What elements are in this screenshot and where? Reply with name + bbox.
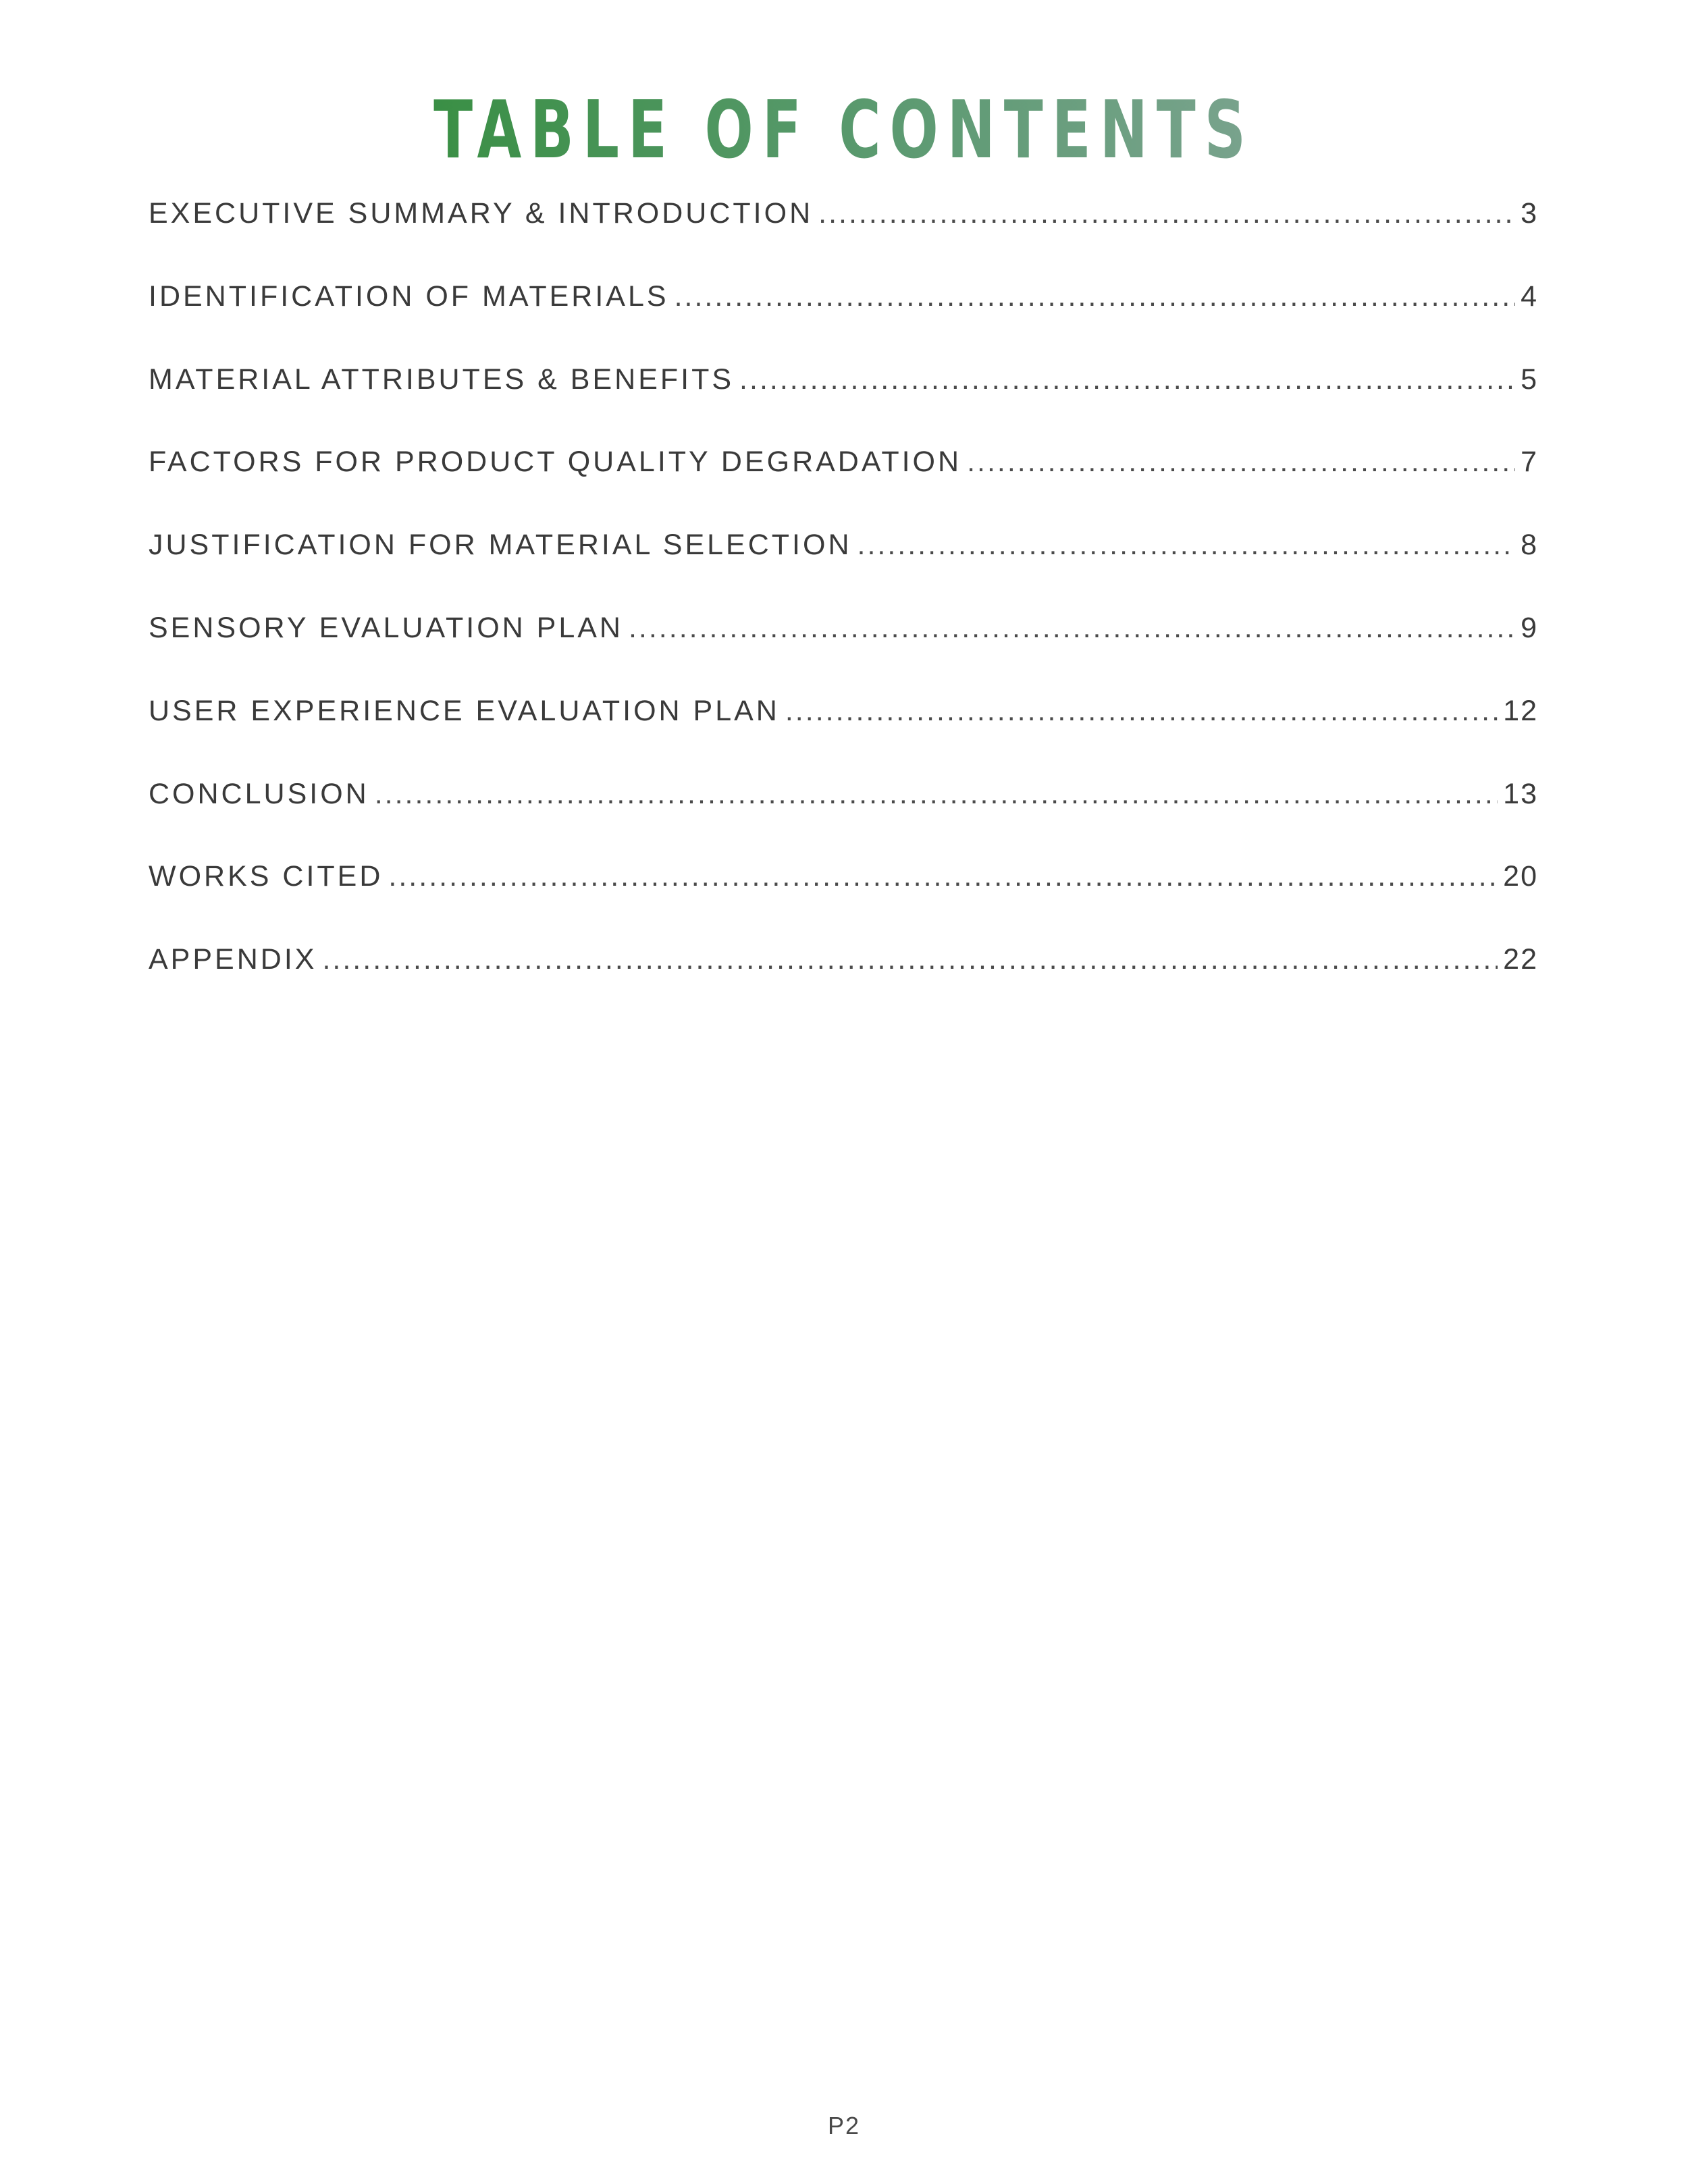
toc-entry-page: 22 [1503,943,1538,976]
toc-entry-page: 3 [1521,197,1538,230]
toc-entry-works-cited[interactable] [149,849,1538,932]
toc-dot-leader [322,932,1498,986]
toc-entry-quality-degradation[interactable] [149,435,1538,518]
toc-entry-page: 13 [1503,777,1538,810]
toc-entry-page: 12 [1503,694,1538,727]
toc-entry-title: FACTORS FOR PRODUCT QUALITY DEGRADATION [149,446,962,479]
toc-dot-leader [675,269,1516,323]
toc-dot-leader [785,684,1498,738]
table-of-contents [149,186,1538,1015]
toc-entry-title: EXECUTIVE SUMMARY & INTRODUCTION [149,197,814,230]
toc-dot-leader [818,186,1515,240]
page-number: P2 [827,2112,861,2139]
toc-entry-title: MATERIAL ATTRIBUTES & BENEFITS [149,363,735,396]
toc-entry-page: 5 [1521,363,1538,396]
toc-dot-leader [629,601,1515,655]
toc-entry-page: 8 [1521,529,1538,562]
toc-entry-title: JUSTIFICATION FOR MATERIAL SELECTION [149,529,852,562]
toc-entry-title: USER EXPERIENCE EVALUATION PLAN [149,694,780,727]
toc-dot-leader [375,767,1498,821]
toc-entry-material-attributes[interactable] [149,352,1538,435]
toc-dot-leader [967,435,1515,489]
toc-entry-material-selection[interactable] [149,518,1538,601]
toc-entry-title: APPENDIX [149,943,317,976]
toc-dot-leader [739,352,1515,406]
page-title-text: TABLE OF CONTENTS [433,83,1255,176]
toc-entry-page: 9 [1521,611,1538,644]
toc-dot-leader [388,849,1498,903]
toc-entry-title: SENSORY EVALUATION PLAN [149,611,623,644]
toc-entry-sensory-evaluation[interactable] [149,601,1538,684]
toc-dot-leader [858,518,1516,572]
page-title [236,76,1452,184]
toc-entry-title: WORKS CITED [149,860,384,893]
toc-entry-page: 20 [1503,860,1538,893]
toc-entry-title: CONCLUSION [149,777,369,810]
toc-entry-title: IDENTIFICATION OF MATERIALS [149,279,669,313]
toc-entry-user-experience[interactable] [149,684,1538,767]
toc-entry-page: 4 [1521,279,1538,313]
toc-entry-conclusion[interactable] [149,767,1538,850]
toc-entry-executive-summary[interactable] [149,186,1538,269]
toc-entry-appendix[interactable] [149,932,1538,1015]
toc-entry-identification-of-materials[interactable] [149,269,1538,352]
toc-entry-page: 7 [1521,446,1538,479]
